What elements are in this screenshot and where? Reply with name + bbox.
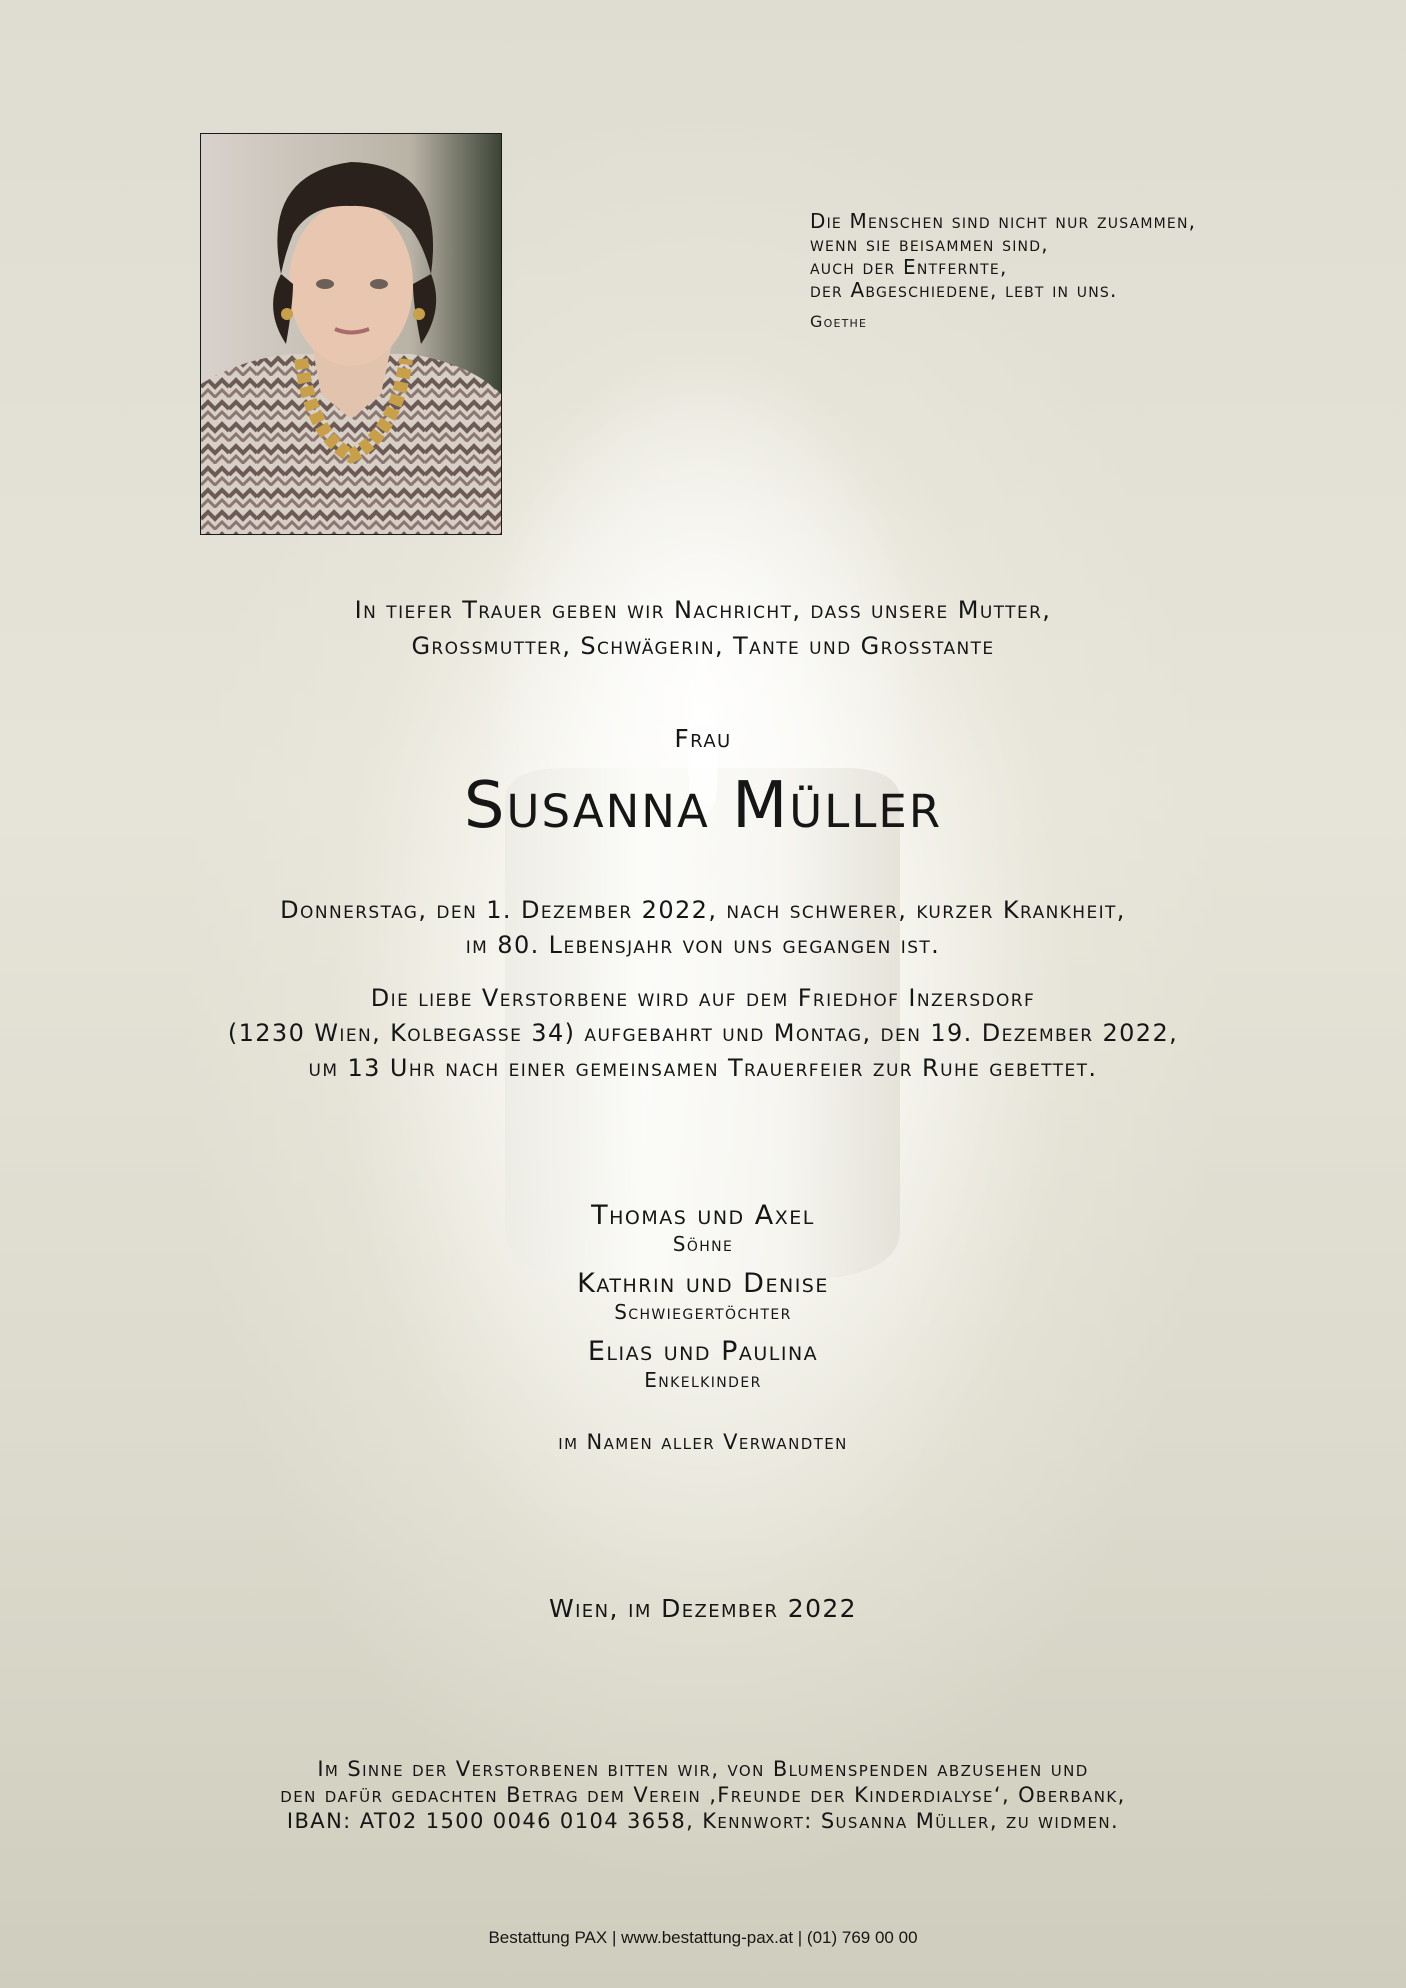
on-behalf-text: im Namen aller Verwandten <box>558 1430 848 1454</box>
quote-author: Goethe <box>810 312 868 331</box>
donation-line: Im Sinne der Verstorbenen bitten wir, von Blumenspenden abzusehen und <box>317 1757 1089 1781</box>
footer-contact: Bestattung PAX | www.bestattung-pax.at | (01) 769 00 00 <box>488 1928 918 1947</box>
quote-line: Die Menschen sind nicht nur zusammen, <box>810 209 1197 233</box>
donation-line: IBAN: AT02 1500 0046 0104 3658, Kennwort: Susanna Müller, zu widmen. <box>286 1809 1120 1833</box>
donation-request <box>0 1756 1406 1834</box>
family-names: Thomas und Axel <box>591 1200 815 1231</box>
funeral-line: (1230 Wien, Kolbegasse 34) aufgebahrt und Montag, den 19. Dezember 2022, <box>227 1019 1179 1047</box>
family-list <box>0 1200 1406 1404</box>
quote-line: wenn sie beisammen sind, <box>810 232 1049 256</box>
family-entry <box>0 1268 1406 1325</box>
family-entry <box>0 1336 1406 1393</box>
family-relation: Schwiegertöchter <box>614 1300 792 1324</box>
salutation: Frau <box>674 724 732 753</box>
quote-line: auch der Entfernte, <box>810 255 1008 279</box>
family-relation: Enkelkinder <box>644 1368 762 1392</box>
family-entry <box>0 1200 1406 1257</box>
place-date: Wien, im Dezember 2022 <box>548 1594 857 1623</box>
family-names: Kathrin und Denise <box>577 1268 829 1299</box>
portrait-photo <box>200 133 502 535</box>
funeral-details <box>0 981 1406 1086</box>
deceased-name: Susanna Müller <box>463 769 943 843</box>
death-notice-line: im 80. Lebensjahr von uns gegangen ist. <box>465 931 941 959</box>
death-notice <box>0 893 1406 963</box>
quote-line: der Abgeschiedene, lebt in uns. <box>810 278 1118 302</box>
quote-block <box>810 210 1310 333</box>
death-notice-line: Donnerstag, den 1. Dezember 2022, nach schwerer, kurzer Krankheit, <box>280 896 1126 924</box>
family-names: Elias und Paulina <box>587 1336 819 1367</box>
family-relation: Söhne <box>672 1232 734 1256</box>
funeral-line: um 13 Uhr nach einer gemeinsamen Trauerfeier zur Ruhe gebettet. <box>308 1054 1098 1082</box>
donation-line: den dafür gedachten Betrag dem Verein ‚Freunde der Kinderdialyse‘, Oberbank, <box>280 1783 1126 1807</box>
intro-line: Grossmutter, Schwägerin, Tante und Grosstante <box>411 632 995 660</box>
intro-line: In tiefer Trauer geben wir Nachricht, dass unsere Mutter, <box>354 596 1052 624</box>
funeral-line: Die liebe Verstorbene wird auf dem Friedhof Inzersdorf <box>370 984 1036 1012</box>
intro-text <box>0 592 1406 664</box>
